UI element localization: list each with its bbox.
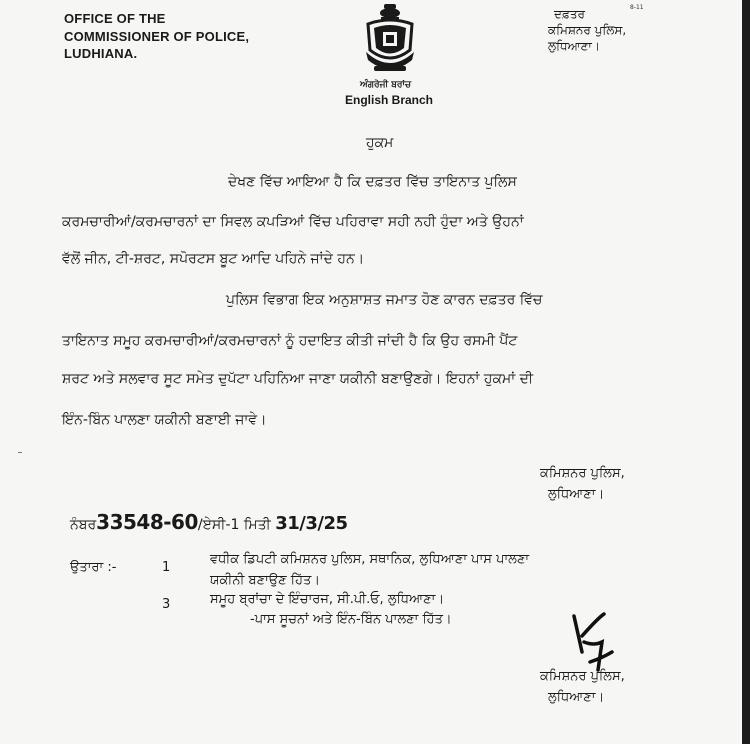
handwritten-signature-icon [568, 612, 618, 674]
reference-number: 33548-60 [96, 510, 198, 534]
signatory-place: ਲੁਧਿਆਣਾ। [548, 690, 605, 705]
signatory-title: ਕਮਿਸ਼ਨਰ ਪੁਲਿਸ, [540, 466, 625, 481]
copy-item-text: -ਪਾਸ ਸੂਚਨਾਂ ਅਤੇ ਇੰਨ-ਬਿੰਨ ਪਾਲਣਾ ਹਿੱਤ। [250, 612, 452, 627]
police-emblem-icon [360, 2, 420, 80]
office-line: LUDHIANA. [64, 46, 138, 61]
reference-date: 31/3/25 [275, 513, 348, 534]
branch-name-english: English Branch [345, 93, 434, 107]
order-line: ਇੰਨ-ਬਿੰਨ ਪਾਲਣਾ ਯਕੀਨੀ ਬਣਾਈ ਜਾਵੇ। [62, 412, 267, 428]
order-line: ਪੁਲਿਸ ਵਿਭਾਗ ਇਕ ਅਨੁਸ਼ਾਸ਼ਤ ਜਮਾਤ ਹੋਣ ਕਾਰਨ ਦਫ਼ਤਰ ਵਿੱਚ [226, 292, 543, 308]
address-line: ਕਮਿਸ਼ਨਰ ਪੁਲਿਸ, [548, 23, 627, 37]
scan-speck [18, 452, 22, 453]
order-line: ਤਾਇਨਾਤ ਸਮੂਹ ਕਰਮਚਾਰੀਆਂ/ਕਰਮਚਾਰਨਾਂ ਨੂੰ ਹਦਾਇਤ ਕੀਤੀ ਜਾਂਦੀ ਹੈ ਕਿ ਉਹ ਰਸਮੀ ਪੈਂਟ [62, 333, 518, 349]
signatory-title: ਕਮਿਸ਼ਨਰ ਪੁਲਿਸ, [540, 669, 625, 684]
scan-edge [742, 0, 750, 744]
order-line: ਵੱਲੋਂ ਜੀਨ, ਟੀ-ਸ਼ਰਟ, ਸਪੋਰਟਸ ਬੂਟ ਆਦਿ ਪਹਿਨੇ ਜਾਂਦੇ ਹਨ। [62, 251, 365, 267]
copy-item-text: ਸਮੂਹ ਬ੍ਰਾਂਚਾ ਦੇ ਇੰਚਾਰਜ, ਸੀ.ਪੀ.ਓ, ਲੁਧਿਆਣਾ। [210, 592, 445, 607]
copy-item-number: 3 [162, 597, 171, 612]
office-address-punjabi [548, 6, 626, 54]
order-line: ਦੇਖਣ ਵਿੱਚ ਆਇਆ ਹੈ ਕਿ ਦਫ਼ਤਰ ਵਿੱਚ ਤਾਇਨਾਤ ਪੁਲਿਸ [228, 174, 517, 190]
reference-suffix: /ਏਸੀ-1 ਮਿਤੀ [197, 517, 271, 533]
copy-item-number: 1 [162, 560, 171, 575]
order-heading: ਹੁਕਮ [366, 135, 394, 151]
branch-name-punjabi: ਅੰਗਰੇਜੀ ਬਰਾਂਚ [360, 80, 412, 90]
reference-line [70, 510, 348, 534]
form-code: 8-11 [630, 4, 644, 11]
signatory-place: ਲੁਧਿਆਣਾ। [548, 487, 605, 502]
address-line: ਦਫ਼ਤਰ [554, 7, 585, 21]
copy-item-text: ਵਧੀਕ ਡਿਪਟੀ ਕਮਿਸ਼ਨਰ ਪੁਲਿਸ, ਸਥਾਨਿਕ, ਲੁਧਿਆਣਾ ਪਾਸ ਪਾਲਣਾ [210, 552, 530, 567]
copy-item-text: ਯਕੀਨੀ ਬਣਾਉਣ ਹਿੱਤ। [210, 573, 321, 588]
office-address [64, 10, 249, 63]
reference-prefix: ਨੰਬਰ [70, 517, 97, 533]
address-line: ਲੁਧਿਆਣਾ। [548, 39, 600, 53]
order-line: ਸ਼ਰਟ ਅਤੇ ਸਲਵਾਰ ਸੂਟ ਸਮੇਤ ਦੁਪੱਟਾ ਪਹਿਨਿਆ ਜਾਣਾ ਯਕੀਨੀ ਬਣਾਉਣਗੇ। ਇਹਨਾਂ ਹੁਕਮਾਂ ਦੀ [62, 371, 534, 387]
copy-label: ਉਤਾਰਾ :- [70, 560, 117, 575]
office-line: COMMISSIONER OF POLICE, [64, 28, 250, 44]
order-line: ਕਰਮਚਾਰੀਆਂ/ਕਰਮਚਾਰਨਾਂ ਦਾ ਸਿਵਲ ਕਪੜਿਆਂ ਵਿੱਚ ਪਹਿਰਾਵਾ ਸਹੀ ਨਹੀ ਹੁੰਦਾ ਅਤੇ ਉਹਨਾਂ [62, 214, 524, 230]
office-line: OFFICE OF THE [64, 11, 166, 26]
